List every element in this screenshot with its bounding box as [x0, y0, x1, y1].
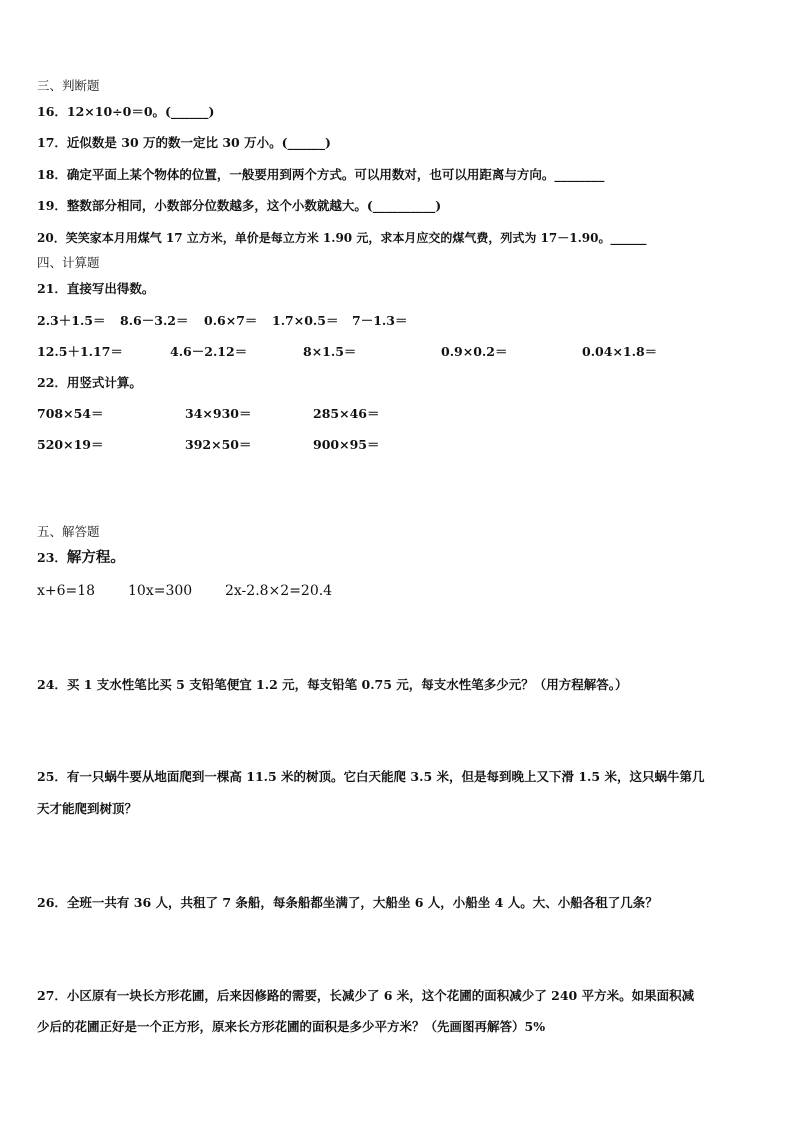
q22-item: 285×46＝ — [313, 406, 380, 421]
q21-item: 7－1.3＝ — [352, 313, 408, 328]
question-25-line-2: 天才能爬到树顶？ — [37, 801, 138, 816]
section-5-title: 五、解答题 — [37, 524, 100, 539]
question-21-prompt: 21．直接写出得数。 — [37, 281, 155, 296]
q22-item: 34×930＝ — [185, 406, 252, 421]
q23-equation: 2x-2.8×2=20.4 — [225, 583, 333, 599]
q21-item: 2.3＋1.5＝ — [37, 313, 106, 328]
q21-item: 8.6－3.2＝ — [120, 313, 189, 328]
q21-item: 0.9×0.2＝ — [441, 344, 508, 359]
q22-item: 708×54＝ — [37, 406, 104, 421]
q23-equation: x+6=18 — [37, 583, 96, 599]
q21-item: 12.5＋1.17＝ — [37, 344, 123, 359]
question-26: 26．全班一共有 36 人，共租了 7 条船，每条船都坐满了，大船坐 6 人，小船坐 4 人。大、小船各租了几条？ — [37, 895, 658, 910]
question-23-number: 23． — [37, 550, 67, 565]
question-23-text: 解方程。 — [66, 549, 125, 566]
q21-item: 0.6×7＝ — [204, 313, 258, 328]
question-20: 20．笑笑家本月用煤气 17 立方米，单价是每立方米 1.90 元，求本月应交的煤气费，列式为 17－1.90。______ — [37, 231, 647, 245]
q21-item: 1.7×0.5＝ — [272, 313, 339, 328]
q22-item: 900×95＝ — [313, 437, 380, 452]
section-3-title: 三、判断题 — [37, 78, 100, 93]
q23-equation: 10x=300 — [128, 583, 193, 599]
question-18: 18．确定平面上某个物体的位置，一般要用到两个方式。可以用数对，也可以用距离与方向。________ — [37, 167, 605, 182]
q21-item: 0.04×1.8＝ — [582, 344, 658, 359]
q22-item: 520×19＝ — [37, 437, 104, 452]
question-22-prompt: 22．用竖式计算。 — [37, 375, 142, 390]
q21-item: 8×1.5＝ — [303, 344, 357, 359]
question-17: 17．近似数是 30 万的数一定比 30 万小。(______) — [37, 135, 331, 150]
question-16: 16．12×10÷0＝0。(______) — [37, 104, 215, 119]
q21-item: 4.6－2.12＝ — [170, 344, 248, 359]
section-4-title: 四、计算题 — [37, 255, 100, 270]
question-27-line-1: 27．小区原有一块长方形花圃，后来因修路的需要，长减少了 6 米，这个花圃的面积减少了 240 平方米。如果面积减 — [37, 988, 695, 1003]
question-27-line-2: 少后的花圃正好是一个正方形，原来长方形花圃的面积是多少平方米？（先画图再解答）5% — [37, 1019, 546, 1034]
q22-item: 392×50＝ — [185, 437, 252, 452]
question-19: 19．整数部分相同，小数部分位数越多，这个小数就越大。(__________) — [37, 198, 442, 213]
question-24: 24．买 1 支水性笔比买 5 支铅笔便宜 1.2 元，每支铅笔 0.75 元，每支水性笔多少元？（用方程解答。） — [37, 677, 628, 692]
question-25-line-1: 25．有一只蜗牛要从地面爬到一棵高 11.5 米的树顶。它白天能爬 3.5 米，但是每到晚上又下滑 1.5 米，这只蜗牛第几 — [37, 769, 705, 784]
question-23-prompt — [37, 549, 125, 567]
